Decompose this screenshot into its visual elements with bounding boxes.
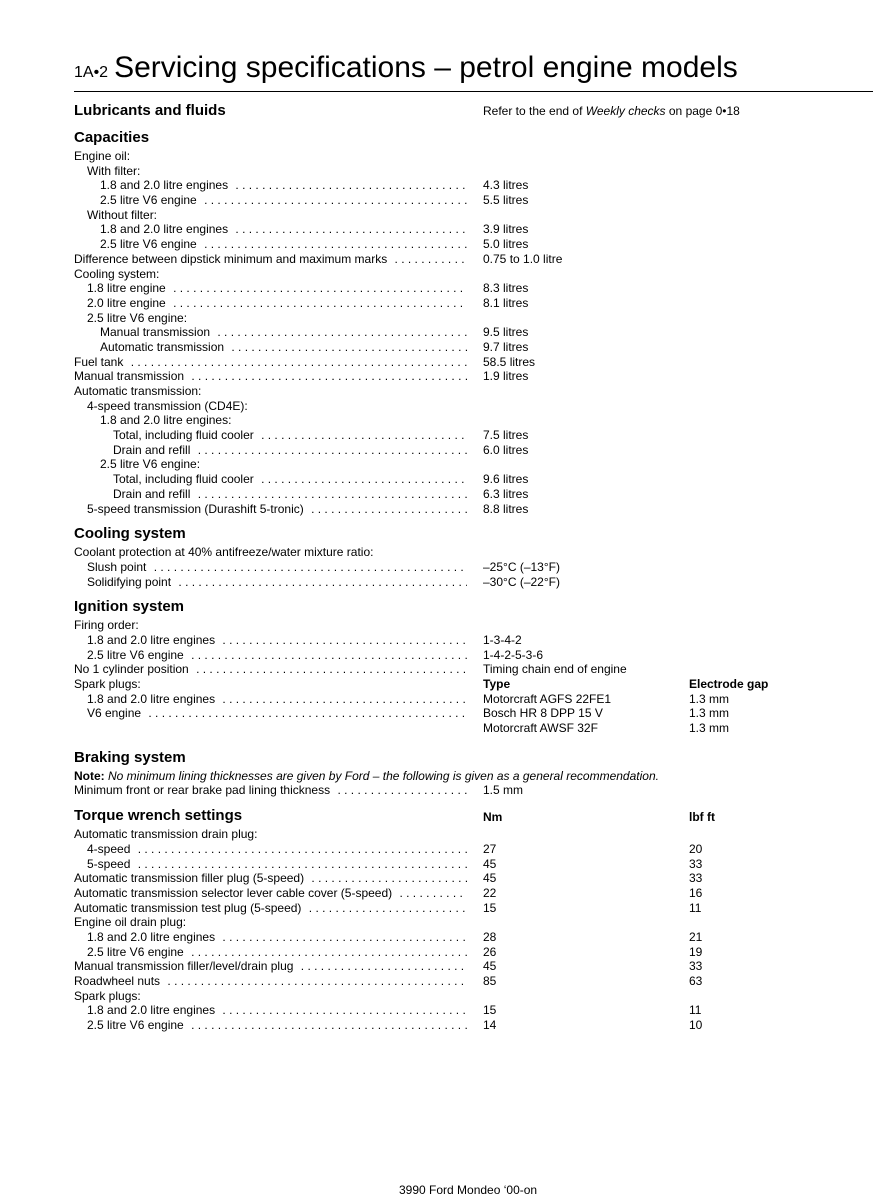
cooling-title: Cooling system xyxy=(74,525,186,543)
spec-label-text: 5-speed transmission (Durashift 5-tronic) xyxy=(87,502,308,516)
spec-label xyxy=(74,857,467,872)
spec-label xyxy=(74,355,467,370)
spec-label-text: Firing order: xyxy=(74,618,143,632)
spec-label-text: 2.0 litre engine xyxy=(87,296,170,310)
spec-row xyxy=(74,1018,874,1033)
spec-label xyxy=(74,369,467,384)
spec-row xyxy=(74,945,874,960)
page-footer: 3990 Ford Mondeo ‘00-on xyxy=(399,1183,538,1197)
spec-value: 3.9 litres xyxy=(483,222,529,237)
spec-label-text: 1.8 litre engine xyxy=(87,281,170,295)
braking-note-label: Note: xyxy=(74,768,105,783)
spec-value-2: 33 xyxy=(689,856,703,871)
spec-label-text: 1.8 and 2.0 litre engines xyxy=(100,222,232,236)
spec-value: 4.3 litres xyxy=(483,178,529,193)
page-header xyxy=(74,48,738,93)
spec-row xyxy=(74,149,874,164)
header-rule xyxy=(74,91,873,92)
spec-row xyxy=(74,692,874,707)
spec-row xyxy=(74,915,874,930)
capacities-title: Capacities xyxy=(74,129,150,146)
spec-label xyxy=(74,692,467,707)
spec-row xyxy=(74,974,874,989)
spec-label-text: Fuel tank xyxy=(74,355,127,369)
spec-row xyxy=(74,930,874,945)
page-code: 1A•2 xyxy=(74,64,109,81)
spec-label-text: Drain and refill xyxy=(113,487,194,501)
spec-row xyxy=(74,901,874,916)
spec-label-text: Engine oil: xyxy=(74,149,134,163)
spec-label xyxy=(74,1018,467,1033)
spec-label xyxy=(74,886,467,901)
spec-value: 6.3 litres xyxy=(483,486,529,501)
spec-row xyxy=(74,472,874,487)
spec-label xyxy=(74,472,467,487)
spec-label-text: Minimum front or rear brake pad lining thickness xyxy=(74,783,334,797)
capacities-table xyxy=(74,149,874,516)
spec-value-2: 1.3 mm xyxy=(689,706,730,721)
torque-title: Torque wrench settings xyxy=(74,807,243,825)
spec-row xyxy=(74,677,874,692)
lubricants-note-post: on page 0•18 xyxy=(665,104,740,118)
lubricants-note xyxy=(483,104,740,118)
spec-label-text: Roadwheel nuts xyxy=(74,974,164,988)
spec-row xyxy=(74,164,874,179)
spec-label xyxy=(74,164,467,179)
spec-value: 5.0 litres xyxy=(483,237,529,252)
spec-label xyxy=(74,842,467,857)
spec-label-text: Total, including fluid cooler xyxy=(113,428,258,442)
spec-label xyxy=(74,237,467,252)
spec-row xyxy=(74,384,874,399)
spec-label xyxy=(74,706,467,721)
spec-value: Timing chain end of engine xyxy=(483,662,627,677)
spec-label-text: Cooling system: xyxy=(74,267,163,281)
spec-label xyxy=(74,311,467,326)
spec-label xyxy=(74,827,467,842)
spec-value: 9.5 litres xyxy=(483,325,529,340)
spec-row xyxy=(74,237,874,252)
spec-label xyxy=(74,428,467,443)
spec-label-text: Automatic transmission filler plug (5-speed) xyxy=(74,871,308,885)
spec-row xyxy=(74,487,874,502)
spec-label xyxy=(74,871,467,886)
spec-label-text: 4-speed transmission (CD4E): xyxy=(87,399,252,413)
spec-value: 6.0 litres xyxy=(483,442,529,457)
spec-row xyxy=(74,633,874,648)
spec-row xyxy=(74,871,874,886)
spec-row xyxy=(74,959,874,974)
spec-label-text: 2.5 litre V6 engine: xyxy=(100,457,204,471)
spec-label xyxy=(74,545,467,560)
spec-label-text: No 1 cylinder position xyxy=(74,662,193,676)
spec-value: 14 xyxy=(483,1018,497,1033)
spec-value-2: 33 xyxy=(689,871,703,886)
cooling-table xyxy=(74,545,874,589)
spec-row xyxy=(74,222,874,237)
spec-row xyxy=(74,311,874,326)
spec-value: 27 xyxy=(483,841,497,856)
lubricants-title: Lubricants and fluids xyxy=(74,102,226,119)
spec-label-text: 1.8 and 2.0 litre engines xyxy=(87,1003,219,1017)
spec-row xyxy=(74,267,874,282)
spec-row xyxy=(74,575,874,590)
spec-row xyxy=(74,842,874,857)
spec-label-text xyxy=(74,721,78,735)
spec-label-text: 1.8 and 2.0 litre engines xyxy=(87,633,219,647)
spec-label xyxy=(74,1003,467,1018)
spec-label xyxy=(74,662,467,677)
torque-header xyxy=(74,807,874,827)
spec-label xyxy=(74,487,467,502)
spec-label xyxy=(74,677,467,692)
spec-label xyxy=(74,901,467,916)
spec-row xyxy=(74,857,874,872)
spec-value: 15 xyxy=(483,1003,497,1018)
spec-row xyxy=(74,662,874,677)
spec-row xyxy=(74,827,874,842)
page-title: Servicing specifications – petrol engine models xyxy=(114,51,738,84)
spec-row xyxy=(74,355,874,370)
spec-label-text: Manual transmission filler/level/drain plug xyxy=(74,959,297,973)
lubricants-note-em: Weekly checks xyxy=(585,104,666,118)
spec-row xyxy=(74,340,874,355)
spec-value: 1.5 mm xyxy=(483,783,524,798)
spec-label-text: With filter: xyxy=(87,164,144,178)
spec-value-2: 1.3 mm xyxy=(689,691,730,706)
spec-row xyxy=(74,502,874,517)
spec-label xyxy=(74,930,467,945)
spec-label-text: Automatic transmission xyxy=(100,340,228,354)
spec-value-2: 21 xyxy=(689,929,703,944)
spec-value: 28 xyxy=(483,929,497,944)
spec-label-text: 2.5 litre V6 engine xyxy=(100,193,201,207)
spec-value: 8.1 litres xyxy=(483,295,529,310)
spec-label-text: Manual transmission xyxy=(100,325,214,339)
spec-label-text: Difference between dipstick minimum and maximum marks xyxy=(74,252,391,266)
spec-row xyxy=(74,178,874,193)
spec-label-text: 1.8 and 2.0 litre engines xyxy=(87,930,219,944)
spec-value: 45 xyxy=(483,856,497,871)
spec-label-text: 1.8 and 2.0 litre engines xyxy=(87,692,219,706)
spec-row xyxy=(74,989,874,1004)
torque-col-nm: Nm xyxy=(483,810,503,825)
spec-value-2: 16 xyxy=(689,885,703,900)
spec-label xyxy=(74,222,467,237)
spec-label-text: Automatic transmission test plug (5-speed) xyxy=(74,901,305,915)
spec-label-text: 2.5 litre V6 engine xyxy=(87,945,188,959)
spec-value-2: 33 xyxy=(689,959,703,974)
spec-label xyxy=(74,783,467,798)
spec-label-text: 2.5 litre V6 engine xyxy=(100,237,201,251)
spec-value-2: Electrode gap xyxy=(689,677,769,691)
spec-label xyxy=(74,502,467,517)
spec-value: –30°C (–22°F) xyxy=(483,574,560,589)
spec-value: 8.3 litres xyxy=(483,281,529,296)
braking-table xyxy=(74,783,874,798)
spec-label-text: Manual transmission xyxy=(74,369,188,383)
spec-value-2: 20 xyxy=(689,841,703,856)
spec-value-2: 10 xyxy=(689,1018,703,1033)
spec-value: 26 xyxy=(483,944,497,959)
spec-label xyxy=(74,648,467,663)
spec-label xyxy=(74,413,467,428)
spec-row xyxy=(74,281,874,296)
spec-row xyxy=(74,545,874,560)
torque-col-lbfft: lbf ft xyxy=(689,810,715,825)
spec-label xyxy=(74,149,467,164)
spec-label xyxy=(74,457,467,472)
spec-value: 45 xyxy=(483,871,497,886)
spec-value: 0.75 to 1.0 litre xyxy=(483,251,563,266)
spec-row xyxy=(74,1003,874,1018)
torque-table xyxy=(74,827,874,1033)
spec-row xyxy=(74,648,874,663)
spec-label xyxy=(74,340,467,355)
spec-value: 9.7 litres xyxy=(483,339,529,354)
spec-value: 85 xyxy=(483,974,497,988)
spec-row xyxy=(74,560,874,575)
spec-value: 15 xyxy=(483,900,497,915)
spec-value: 1-3-4-2 xyxy=(483,632,522,647)
spec-label-text: Coolant protection at 40% antifreeze/water mixture ratio: xyxy=(74,545,377,559)
ignition-table xyxy=(74,618,874,736)
spec-label xyxy=(74,974,467,989)
spec-value: Motorcraft AWSF 32F xyxy=(483,721,598,736)
spec-value-2: 19 xyxy=(689,944,703,959)
spec-label-text: V6 engine xyxy=(87,706,145,720)
spec-label-text: 5-speed xyxy=(87,857,134,871)
spec-row xyxy=(74,443,874,458)
spec-value: 8.8 litres xyxy=(483,501,529,516)
spec-value: 5.5 litres xyxy=(483,193,529,208)
spec-value: 58.5 litres xyxy=(483,354,536,369)
spec-value-2: 11 xyxy=(689,900,702,915)
spec-label-text: Solidifying point xyxy=(87,575,175,589)
spec-row xyxy=(74,886,874,901)
spec-label-text: Automatic transmission selector lever cable cover (5-speed) xyxy=(74,886,396,900)
spec-label-text: Spark plugs: xyxy=(74,989,145,1003)
spec-row xyxy=(74,325,874,340)
spec-label xyxy=(74,178,467,193)
spec-label xyxy=(74,399,467,414)
spec-label xyxy=(74,281,467,296)
spec-label xyxy=(74,989,467,1004)
spec-label xyxy=(74,208,467,223)
spec-label xyxy=(74,959,467,974)
spec-value: 45 xyxy=(483,959,497,974)
spec-label-text: Without filter: xyxy=(87,208,161,222)
spec-label xyxy=(74,267,467,282)
spec-label-text: 2.5 litre V6 engine xyxy=(87,1018,188,1032)
spec-value: 7.5 litres xyxy=(483,428,529,443)
spec-label xyxy=(74,560,467,575)
spec-label xyxy=(74,252,467,267)
spec-label xyxy=(74,721,467,736)
spec-label xyxy=(74,384,467,399)
spec-label-text: Slush point xyxy=(87,560,150,574)
spec-label-text: Automatic transmission drain plug: xyxy=(74,827,261,841)
spec-label xyxy=(74,325,467,340)
spec-row xyxy=(74,413,874,428)
spec-label xyxy=(74,575,467,590)
spec-row xyxy=(74,618,874,633)
spec-label xyxy=(74,193,467,208)
spec-label-text: Spark plugs: xyxy=(74,677,145,691)
spec-value: –25°C (–13°F) xyxy=(483,559,560,574)
braking-note-text: No minimum lining thicknesses are given by Ford – the following is given as a general recommendation. xyxy=(104,768,659,783)
spec-value: 22 xyxy=(483,885,497,900)
spec-label xyxy=(74,618,467,633)
lubricants-note-pre: Refer to the end of xyxy=(483,104,586,118)
braking-title: Braking system xyxy=(74,748,186,766)
spec-label-text: 1.8 and 2.0 litre engines xyxy=(100,178,232,192)
spec-label-text: Total, including fluid cooler xyxy=(113,472,258,486)
spec-value: 1.9 litres xyxy=(483,369,529,384)
spec-label-text: 4-speed xyxy=(87,842,134,856)
spec-row xyxy=(74,428,874,443)
spec-label-text: 1.8 and 2.0 litre engines: xyxy=(100,413,235,427)
spec-label-text: Automatic transmission: xyxy=(74,384,205,398)
spec-label-text: 2.5 litre V6 engine xyxy=(87,648,188,662)
spec-label xyxy=(74,945,467,960)
spec-value: Type xyxy=(483,677,511,691)
spec-value-2: 11 xyxy=(689,1003,702,1018)
spec-row xyxy=(74,369,874,384)
spec-row xyxy=(74,783,874,798)
spec-value: Motorcraft AGFS 22FE1 xyxy=(483,691,612,706)
braking-note xyxy=(74,769,874,784)
spec-value-2: 1.3 mm xyxy=(689,721,730,736)
spec-value: 9.6 litres xyxy=(483,472,529,487)
spec-label-text: 2.5 litre V6 engine: xyxy=(87,311,191,325)
spec-value: 1-4-2-5-3-6 xyxy=(483,647,544,662)
spec-row xyxy=(74,457,874,472)
spec-content xyxy=(74,101,874,1033)
spec-row xyxy=(74,296,874,311)
spec-label-text: Engine oil drain plug: xyxy=(74,915,190,929)
spec-row xyxy=(74,399,874,414)
spec-value: Bosch HR 8 DPP 15 V xyxy=(483,706,603,721)
spec-label xyxy=(74,633,467,648)
lubricants-section xyxy=(74,102,874,120)
spec-row xyxy=(74,721,874,736)
spec-label xyxy=(74,443,467,458)
ignition-title: Ignition system xyxy=(74,598,185,616)
spec-row xyxy=(74,252,874,267)
spec-value-2: 63 xyxy=(689,974,703,988)
spec-row xyxy=(74,706,874,721)
spec-label xyxy=(74,296,467,311)
spec-row xyxy=(74,208,874,223)
spec-label-text: Drain and refill xyxy=(113,443,194,457)
spec-label xyxy=(74,915,467,930)
spec-row xyxy=(74,193,874,208)
